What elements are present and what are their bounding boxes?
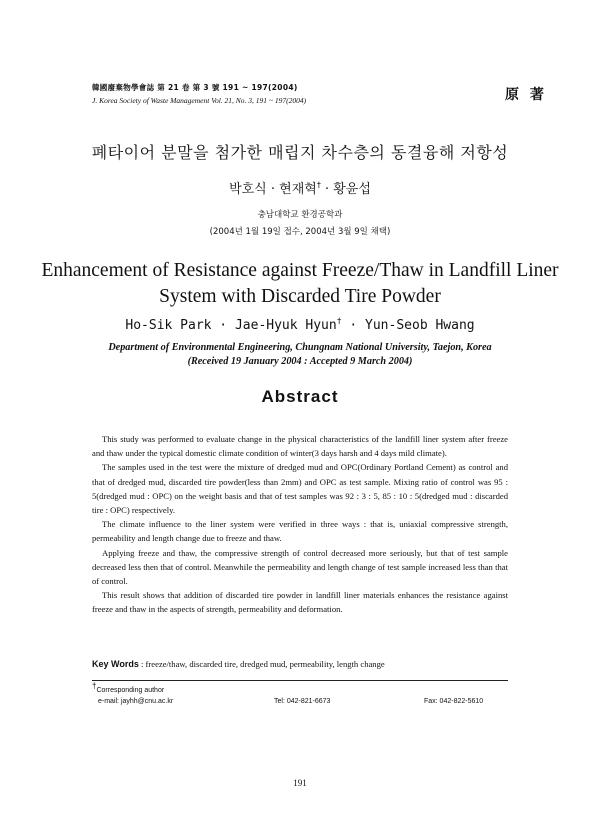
author-separator: ·: [341, 318, 366, 333]
author-name: Yun-Seob Hwang: [365, 318, 475, 333]
affiliation-english: Department of Environmental Engineering, Chungnam National University, Taejon, Korea: [108, 342, 492, 353]
author-name: Ho-Sik Park: [125, 318, 212, 333]
footnote-divider: [92, 680, 508, 681]
keywords-text: freeze/thaw, discarded tire, dredged mud, permeability, length change: [145, 659, 385, 669]
keywords-separator: :: [138, 659, 146, 669]
title-line: Enhancement of Resistance against Freeze/Thaw in Landfill Liner: [41, 260, 559, 281]
fax-text: Fax: 042-822-5610: [424, 698, 484, 705]
authors-korean: [0, 178, 600, 197]
keywords: [92, 659, 508, 669]
title-line: System with Discarded Tire Powder: [159, 286, 441, 307]
author-name: Jae-Hyuk Hyun: [234, 318, 337, 333]
received-date-english: (Received 19 January 2004 : Accepted 9 March 2004): [187, 356, 413, 367]
email-text: e-mail: jayhh@cnu.ac.kr: [98, 698, 174, 705]
author-separator: ·: [320, 182, 334, 197]
footnote: [92, 681, 508, 707]
abstract-paragraph: This result shows that addition of discarded tire powder in landfill liner materials enhances the resistance against freeze and thaw in the aspects of strength, permeability and deformation.: [92, 590, 508, 615]
paper-title-english: [40, 258, 560, 310]
journal-header: [92, 82, 422, 105]
paper-title-korean: 폐타이어 분말을 첨가한 매립지 차수층의 동결융해 저항성: [91, 143, 509, 162]
abstract-paragraph: The samples used in the test were the mixture of dredged mud and OPC(Ordinary Portland Cement) as control and that of dredged mud, discarded tire powder(less than 2mm) and OPC as test sample. Mixing ratio of control was 95 : 5(dredged mud : OPC) on the weight basis and that of test samples was 92 : 3 : 5, 85 : 10 : 5(dredged mud : discarded tire : OPC) respectively.: [92, 462, 508, 516]
corresponding-dagger: †: [316, 180, 321, 190]
authors-english: [0, 318, 600, 333]
author-name: 박호식: [229, 182, 267, 197]
article-type-label: 原 著: [505, 87, 547, 103]
abstract-body: [92, 432, 508, 617]
abstract-paragraph: This study was performed to evaluate change in the physical characteristics of the landfill liner system after freeze and thaw under the typical domestic climate condition of winter(3 days harsh and 4 days mild climate).: [92, 434, 508, 459]
received-date-korean: (2004년 1월 19일 접수, 2004년 3월 9일 채택): [209, 227, 391, 237]
tel-text: Tel: 042-821-6673: [274, 698, 331, 705]
author-separator: ·: [266, 182, 280, 197]
abstract-paragraph: The climate influence to the liner system were verified in three ways : that is, uniaxial compressive strength, permeability and length change due to freeze and thaw.: [92, 519, 508, 544]
author-name: 현재혁: [279, 182, 317, 197]
contact-info: [92, 696, 508, 707]
abstract-heading: Abstract: [261, 387, 339, 406]
corresponding-dagger: †: [336, 316, 342, 326]
abstract-paragraph: Applying freeze and thaw, the compressive strength of control decreased more seriously, but that of test sample decreased less then that of control. Meanwhile the permeability and length change of test sample increased less than that of control.: [92, 547, 508, 587]
corresponding-author-note: [92, 681, 508, 696]
affiliation-korean: 충남대학교 환경공학과: [257, 210, 343, 220]
keywords-label: Key Words: [92, 659, 139, 669]
footnote-dagger: †: [92, 681, 97, 691]
journal-citation-korean: 韓國廢棄物學會誌 第 21 卷 第 3 號 191 ~ 197(2004): [92, 83, 298, 92]
author-name: 황윤섭: [333, 182, 371, 197]
corresponding-label: Corresponding author: [96, 687, 165, 694]
journal-citation-english: J. Korea Society of Waste Management Vol. 21, No. 3, 191 ~ 197(2004): [92, 96, 307, 105]
page-number: 191: [293, 778, 307, 788]
author-separator: ·: [211, 318, 235, 333]
